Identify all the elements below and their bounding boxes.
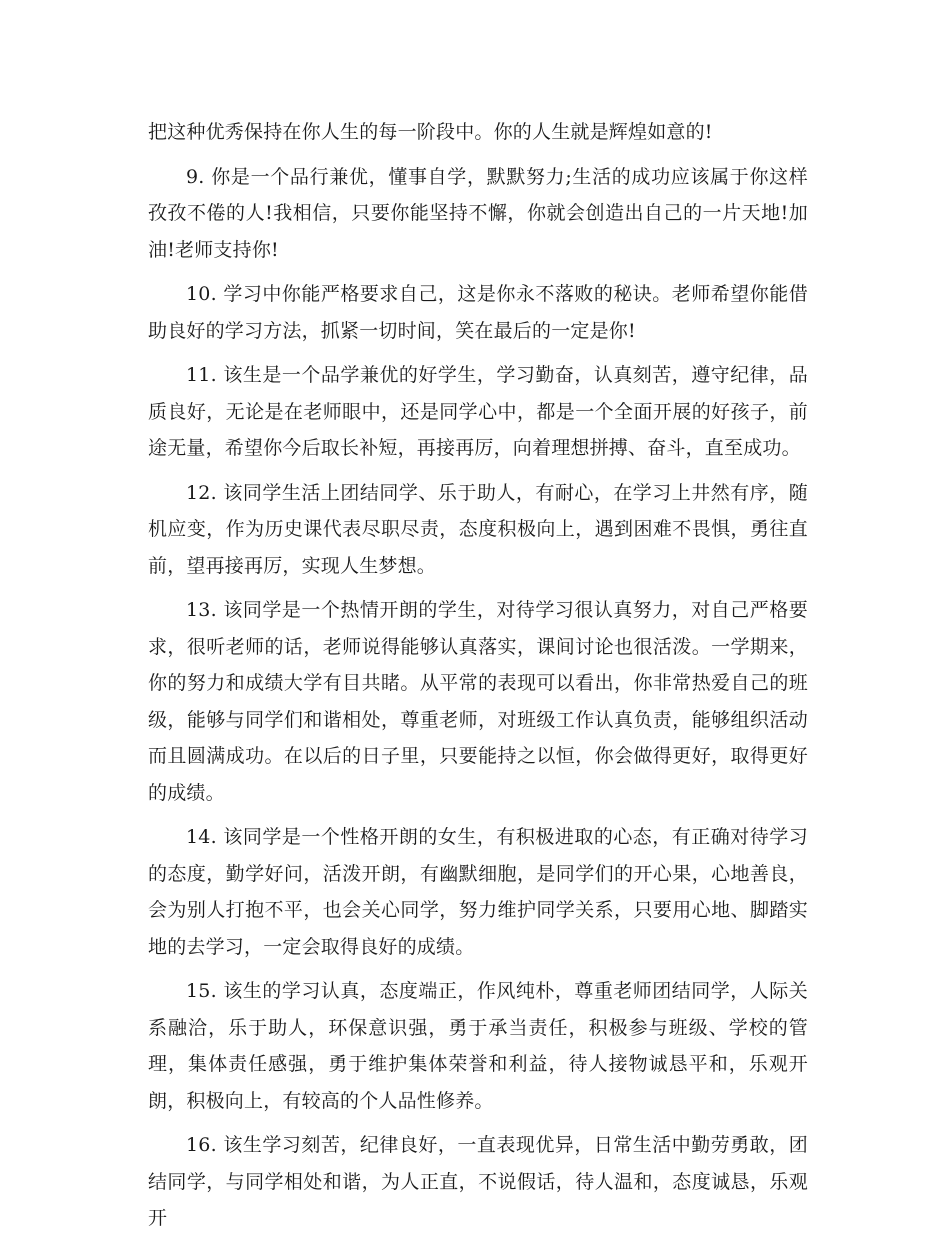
paragraph-item-16: 16. 该生学习刻苦，纪律良好，一直表现优异，日常生活中勤劳勇敢，团结同学，与同学相处和谐，为人正直，不说假话，待人温和，态度诚恳，乐观开 xyxy=(148,1134,808,1229)
paragraph-continuation: 把这种优秀保持在你人生的每一阶段中。你的人生就是辉煌如意的! xyxy=(148,121,713,143)
paragraph-item-11: 11. 该生是一个品学兼优的好学生，学习勤奋，认真刻苦，遵守纪律，品质良好，无论是在老师眼中，还是同学心中，都是一个全面开展的好孩子，前途无量，希望你今后取长补短，再接再厉，向着理想拼搏、奋斗，直至成功。 xyxy=(148,364,808,459)
paragraph-item-15: 15. 该生的学习认真，态度端正，作风纯朴，尊重老师团结同学，人际关系融洽，乐于助人，环保意识强，勇于承当责任，积极参与班级、学校的管理，集体责任感强，勇于维护集体荣誉和利益，待人接物诚恳平和，乐观开朗，积极向上，有较高的个人品性修养。 xyxy=(148,980,808,1112)
paragraph-item-9: 9. 你是一个品行兼优，懂事自学，默默努力;生活的成功应该属于你这样孜孜不倦的人!我相信，只要你能坚持不懈，你就会创造出自己的一片天地!加油!老师支持你! xyxy=(148,165,808,261)
paragraph-item-12: 12. 该同学生活上团结同学、乐于助人，有耐心，在学习上井然有序，随机应变，作为历史课代表尽职尽责，态度积极向上，遇到困难不畏惧，勇往直前，望再接再厉，实现人生梦想。 xyxy=(148,481,808,577)
paragraph-item-14: 14. 该同学是一个性格开朗的女生，有积极进取的心态，有正确对待学习的态度，勤学好问，活泼开朗，有幽默细胞，是同学们的开心果，心地善良，会为别人打抱不平，也会关心同学，努力维护同学关系，只要用心地、脚踏实地的去学习，一定会取得良好的成绩。 xyxy=(148,826,808,958)
paragraph-item-10: 10. 学习中你能严格要求自己，这是你永不落败的秘诀。老师希望你能借助良好的学习方法，抓紧一切时间，笑在最后的一定是你! xyxy=(148,283,808,342)
paragraph-item-13: 13. 该同学是一个热情开朗的学生，对待学习很认真努力，对自己严格要求，很听老师的话，老师说得能够认真落实，课间讨论也很活泼。一学期来，你的努力和成绩大学有目共睹。从平常的表现可以看出，你非常热爱自己的班级，能够与同学们和谐相处，尊重老师，对班级工作认真负责，能够组织活动而且圆满成功。在以后的日子里，只要能持之以恒，你会做得更好，取得更好的成绩。 xyxy=(148,599,808,804)
document-body xyxy=(148,114,808,1245)
